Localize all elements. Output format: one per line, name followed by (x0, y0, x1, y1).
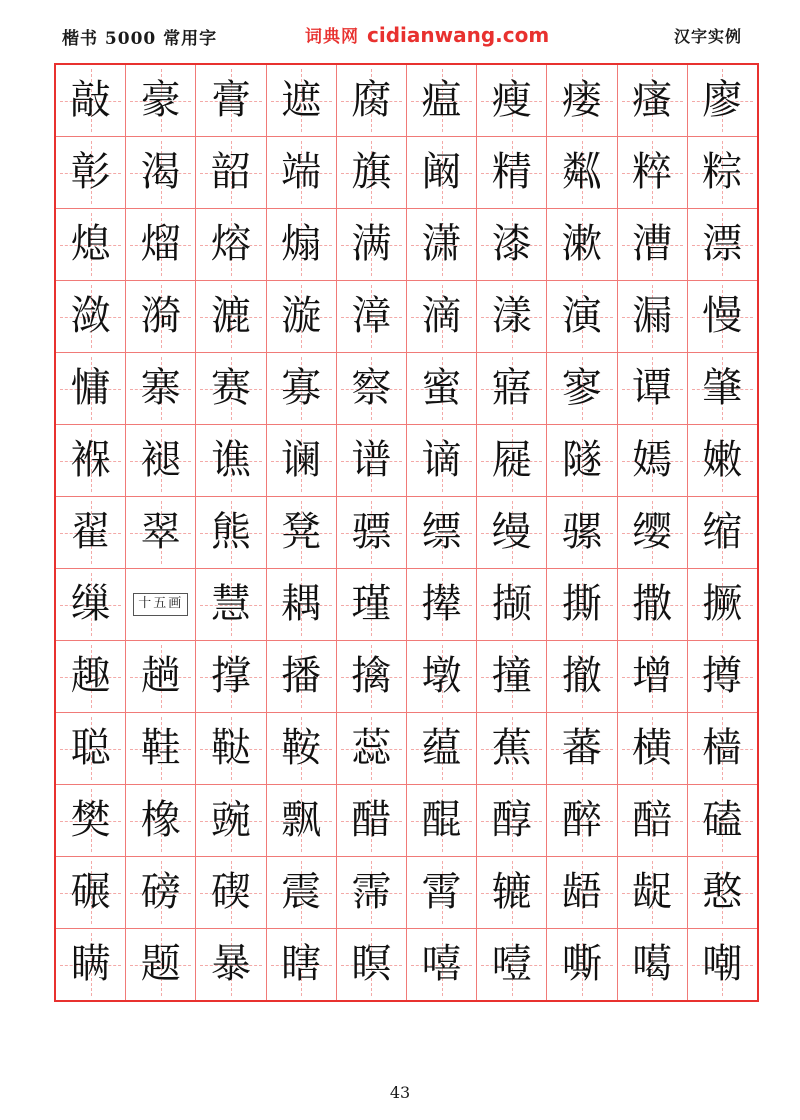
grid-cell (336, 857, 406, 929)
grid-cell (55, 641, 126, 713)
grid-cell (336, 641, 406, 713)
grid-cell (55, 857, 126, 929)
stroke-count-label: 十五画 (133, 593, 188, 615)
character: 嘶 (561, 941, 602, 987)
grid-cell (126, 497, 196, 569)
grid-cell (406, 569, 476, 641)
character: 擒 (351, 653, 392, 699)
character: 骠 (351, 509, 392, 555)
character: 嘻 (421, 941, 462, 987)
grid-cell (266, 785, 336, 857)
character: 缫 (70, 581, 111, 627)
grid-row (55, 281, 758, 353)
character: 廖 (702, 77, 743, 123)
character: 寨 (140, 365, 181, 411)
character: 趟 (140, 653, 181, 699)
character: 阚 (421, 149, 462, 195)
character: 撞 (491, 653, 532, 699)
character: 墩 (421, 653, 462, 699)
grid-cell (336, 569, 406, 641)
character: 熊 (210, 509, 251, 555)
character: 赛 (210, 365, 251, 411)
character: 粹 (632, 149, 673, 195)
grid-cell (126, 641, 196, 713)
grid-cell (196, 929, 266, 1002)
grid-cell (547, 209, 617, 281)
character: 豪 (140, 77, 181, 123)
character: 横 (632, 725, 673, 771)
grid-row (55, 425, 758, 497)
character: 端 (281, 149, 322, 195)
grid-cell (687, 857, 758, 929)
character: 蜜 (421, 365, 462, 411)
character: 碶 (210, 869, 251, 915)
grid-cell (196, 785, 266, 857)
grid-row (55, 569, 758, 641)
character: 屣 (491, 437, 532, 483)
grid-cell (547, 929, 617, 1002)
character: 慵 (70, 365, 111, 411)
grid-cell (617, 569, 687, 641)
grid-cell (266, 857, 336, 929)
character: 撷 (491, 581, 532, 627)
grid-cell (55, 497, 126, 569)
grid-cell (687, 713, 758, 785)
grid-cell (336, 64, 406, 137)
character: 寡 (281, 365, 322, 411)
grid-row (55, 929, 758, 1002)
character: 翠 (140, 509, 181, 555)
character: 凳 (281, 509, 322, 555)
grid-cell (266, 209, 336, 281)
character: 醅 (632, 797, 673, 843)
grid-cell (55, 137, 126, 209)
character: 缦 (491, 509, 532, 555)
grid-cell (406, 137, 476, 209)
grid-cell (547, 64, 617, 137)
character: 漱 (561, 221, 602, 267)
grid-cell (196, 353, 266, 425)
character: 醌 (421, 797, 462, 843)
grid-cell (126, 209, 196, 281)
grid-cell (406, 281, 476, 353)
grid-cell (617, 353, 687, 425)
character: 演 (561, 293, 602, 339)
character: 漳 (351, 293, 392, 339)
grid-cell (266, 929, 336, 1002)
character: 撅 (702, 581, 743, 627)
grid-cell (196, 857, 266, 929)
character: 缥 (421, 509, 462, 555)
grid-cell (687, 353, 758, 425)
grid-cell (547, 497, 617, 569)
grid-cell (617, 497, 687, 569)
grid-cell (196, 64, 266, 137)
grid-cell (336, 785, 406, 857)
grid-cell (477, 209, 547, 281)
grid-cell (547, 353, 617, 425)
character: 漂 (702, 221, 743, 267)
character: 蕉 (491, 725, 532, 771)
character: 韶 (210, 149, 251, 195)
character: 橡 (140, 797, 181, 843)
character: 撤 (561, 653, 602, 699)
character: 霈 (351, 869, 392, 915)
character: 慧 (210, 581, 251, 627)
grid-cell (547, 713, 617, 785)
character: 潇 (421, 221, 462, 267)
character: 蕊 (351, 725, 392, 771)
grid-cell (477, 281, 547, 353)
character: 醋 (351, 797, 392, 843)
character: 骡 (561, 509, 602, 555)
character: 谯 (210, 437, 251, 483)
grid-cell (126, 929, 196, 1002)
grid-cell (687, 137, 758, 209)
grid-cell (617, 425, 687, 497)
character: 腐 (351, 77, 392, 123)
character: 鞋 (140, 725, 181, 771)
character: 漩 (281, 293, 322, 339)
character: 粽 (702, 149, 743, 195)
character: 彰 (70, 149, 111, 195)
character: 隧 (561, 437, 602, 483)
grid-cell (196, 209, 266, 281)
character: 缩 (702, 509, 743, 555)
grid-row (55, 857, 758, 929)
grid-cell (477, 857, 547, 929)
grid-cell (196, 137, 266, 209)
character: 潋 (70, 293, 111, 339)
character: 撑 (210, 653, 251, 699)
grid-cell (687, 497, 758, 569)
grid-cell (336, 497, 406, 569)
grid-cell (406, 425, 476, 497)
character: 聪 (70, 725, 111, 771)
grid-cell (55, 785, 126, 857)
grid-row (55, 497, 758, 569)
grid-cell (406, 353, 476, 425)
character: 樯 (702, 725, 743, 771)
character: 增 (632, 653, 673, 699)
site-name-cn: 词典网 (305, 27, 359, 47)
grid-row (55, 137, 758, 209)
grid-cell (406, 209, 476, 281)
character: 嫩 (702, 437, 743, 483)
character: 渴 (140, 149, 181, 195)
grid-cell (477, 569, 547, 641)
grid-cell (126, 713, 196, 785)
grid-cell (406, 857, 476, 929)
stroke-count-marker (126, 569, 196, 641)
character: 滴 (421, 293, 462, 339)
grid-cell (336, 713, 406, 785)
character: 漉 (210, 293, 251, 339)
character: 熘 (140, 221, 181, 267)
grid-cell (336, 281, 406, 353)
grid-cell (617, 713, 687, 785)
character: 嘲 (702, 941, 743, 987)
grid-cell (126, 64, 196, 137)
grid-cell (336, 353, 406, 425)
character: 漆 (491, 221, 532, 267)
grid-cell (547, 857, 617, 929)
character: 熄 (70, 221, 111, 267)
grid-cell (126, 353, 196, 425)
grid-cell (196, 569, 266, 641)
grid-cell (126, 425, 196, 497)
grid-cell (477, 641, 547, 713)
character: 粼 (561, 149, 602, 195)
grid-cell (617, 857, 687, 929)
grid-cell (687, 64, 758, 137)
grid-cell (406, 713, 476, 785)
grid-cell (477, 785, 547, 857)
character: 慢 (702, 293, 743, 339)
grid-cell (617, 137, 687, 209)
grid-cell (55, 281, 126, 353)
grid-cell (266, 353, 336, 425)
character: 褓 (70, 437, 111, 483)
character: 敲 (70, 77, 111, 123)
grid-cell (617, 785, 687, 857)
character: 察 (351, 365, 392, 411)
grid-cell (477, 64, 547, 137)
character: 寥 (561, 365, 602, 411)
grid-cell (477, 353, 547, 425)
grid-cell (126, 281, 196, 353)
grid-cell (336, 425, 406, 497)
grid-cell (477, 713, 547, 785)
character: 谰 (281, 437, 322, 483)
grid-cell (617, 641, 687, 713)
character: 憨 (702, 869, 743, 915)
grid-cell (55, 713, 126, 785)
character: 撙 (702, 653, 743, 699)
character: 撕 (561, 581, 602, 627)
character: 耦 (281, 581, 322, 627)
character: 震 (281, 869, 322, 915)
character: 褪 (140, 437, 181, 483)
grid-cell (406, 929, 476, 1002)
character: 谪 (421, 437, 462, 483)
grid-cell (55, 929, 126, 1002)
character: 瞒 (70, 941, 111, 987)
grid-cell (55, 425, 126, 497)
grid-cell (547, 425, 617, 497)
character: 趣 (70, 653, 111, 699)
character: 鞍 (281, 725, 322, 771)
character: 播 (281, 653, 322, 699)
character: 谭 (632, 365, 673, 411)
character: 瘙 (632, 77, 673, 123)
character: 精 (491, 149, 532, 195)
character: 遮 (281, 77, 322, 123)
character: 龊 (632, 869, 673, 915)
character: 瞑 (351, 941, 392, 987)
character: 题 (140, 941, 181, 987)
character: 碾 (70, 869, 111, 915)
grid-cell (687, 281, 758, 353)
grid-cell (477, 425, 547, 497)
character: 谱 (351, 437, 392, 483)
grid-cell (406, 64, 476, 137)
grid-cell (617, 64, 687, 137)
character-grid-wrapper (54, 63, 746, 1002)
character: 撵 (421, 581, 462, 627)
character: 翟 (70, 509, 111, 555)
grid-cell (547, 785, 617, 857)
character-grid (54, 63, 759, 1002)
grid-cell (547, 641, 617, 713)
character: 漏 (632, 293, 673, 339)
character: 瘘 (561, 77, 602, 123)
grid-cell (406, 497, 476, 569)
site-url: cidianwang.com (367, 23, 550, 47)
grid-row (55, 713, 758, 785)
character: 缨 (632, 509, 673, 555)
grid-row (55, 353, 758, 425)
character: 瑾 (351, 581, 392, 627)
character: 撒 (632, 581, 673, 627)
character: 霄 (421, 869, 462, 915)
grid-row (55, 209, 758, 281)
grid-cell (55, 64, 126, 137)
section-title: 汉字实例 (673, 27, 742, 46)
grid-cell (55, 353, 126, 425)
character: 龉 (561, 869, 602, 915)
character: 旗 (351, 149, 392, 195)
grid-cell (126, 785, 196, 857)
grid-cell (266, 137, 336, 209)
character: 满 (351, 221, 392, 267)
grid-cell (266, 713, 336, 785)
grid-cell (266, 569, 336, 641)
book-title: 楷书 5000 常用字 (62, 29, 218, 49)
grid-cell (687, 641, 758, 713)
character: 豌 (210, 797, 251, 843)
grid-cell (406, 641, 476, 713)
grid-cell (477, 929, 547, 1002)
grid-cell (687, 929, 758, 1002)
grid-cell (266, 281, 336, 353)
character: 嫣 (632, 437, 673, 483)
grid-cell (126, 857, 196, 929)
character: 磕 (702, 797, 743, 843)
character: 飘 (281, 797, 322, 843)
character: 寤 (491, 365, 532, 411)
site-branding (305, 22, 549, 47)
grid-cell (477, 137, 547, 209)
character: 鞑 (210, 725, 251, 771)
character: 醉 (561, 797, 602, 843)
character: 瘟 (421, 77, 462, 123)
character: 瞎 (281, 941, 322, 987)
character: 暴 (210, 941, 251, 987)
character: 漕 (632, 221, 673, 267)
character: 蕃 (561, 725, 602, 771)
grid-row (55, 64, 758, 137)
grid-cell (687, 785, 758, 857)
grid-cell (336, 209, 406, 281)
character: 噶 (632, 941, 673, 987)
grid-cell (336, 929, 406, 1002)
character: 醇 (491, 797, 532, 843)
character: 膏 (210, 77, 251, 123)
page-number: 43 (389, 1083, 411, 1102)
grid-cell (547, 569, 617, 641)
character: 辘 (491, 869, 532, 915)
grid-cell (336, 137, 406, 209)
grid-cell (266, 64, 336, 137)
grid-cell (617, 209, 687, 281)
character: 磅 (140, 869, 181, 915)
character: 煽 (281, 221, 322, 267)
grid-cell (55, 569, 126, 641)
character: 噎 (491, 941, 532, 987)
character: 漾 (491, 293, 532, 339)
character: 樊 (70, 797, 111, 843)
character: 肇 (702, 365, 743, 411)
grid-cell (196, 497, 266, 569)
grid-cell (196, 281, 266, 353)
character: 瘦 (491, 77, 532, 123)
grid-cell (55, 209, 126, 281)
grid-cell (477, 497, 547, 569)
grid-cell (617, 281, 687, 353)
grid-row (55, 641, 758, 713)
character: 熔 (210, 221, 251, 267)
grid-cell (196, 713, 266, 785)
grid-cell (406, 785, 476, 857)
grid-cell (547, 281, 617, 353)
grid-cell (266, 497, 336, 569)
grid-cell (266, 641, 336, 713)
grid-cell (687, 209, 758, 281)
page-header (0, 22, 800, 56)
grid-cell (196, 425, 266, 497)
grid-row (55, 785, 758, 857)
grid-cell (126, 137, 196, 209)
grid-cell (547, 137, 617, 209)
grid-cell (687, 425, 758, 497)
grid-cell (266, 425, 336, 497)
grid-cell (687, 569, 758, 641)
character: 漪 (140, 293, 181, 339)
grid-cell (617, 929, 687, 1002)
grid-cell (196, 641, 266, 713)
character: 蕴 (421, 725, 462, 771)
